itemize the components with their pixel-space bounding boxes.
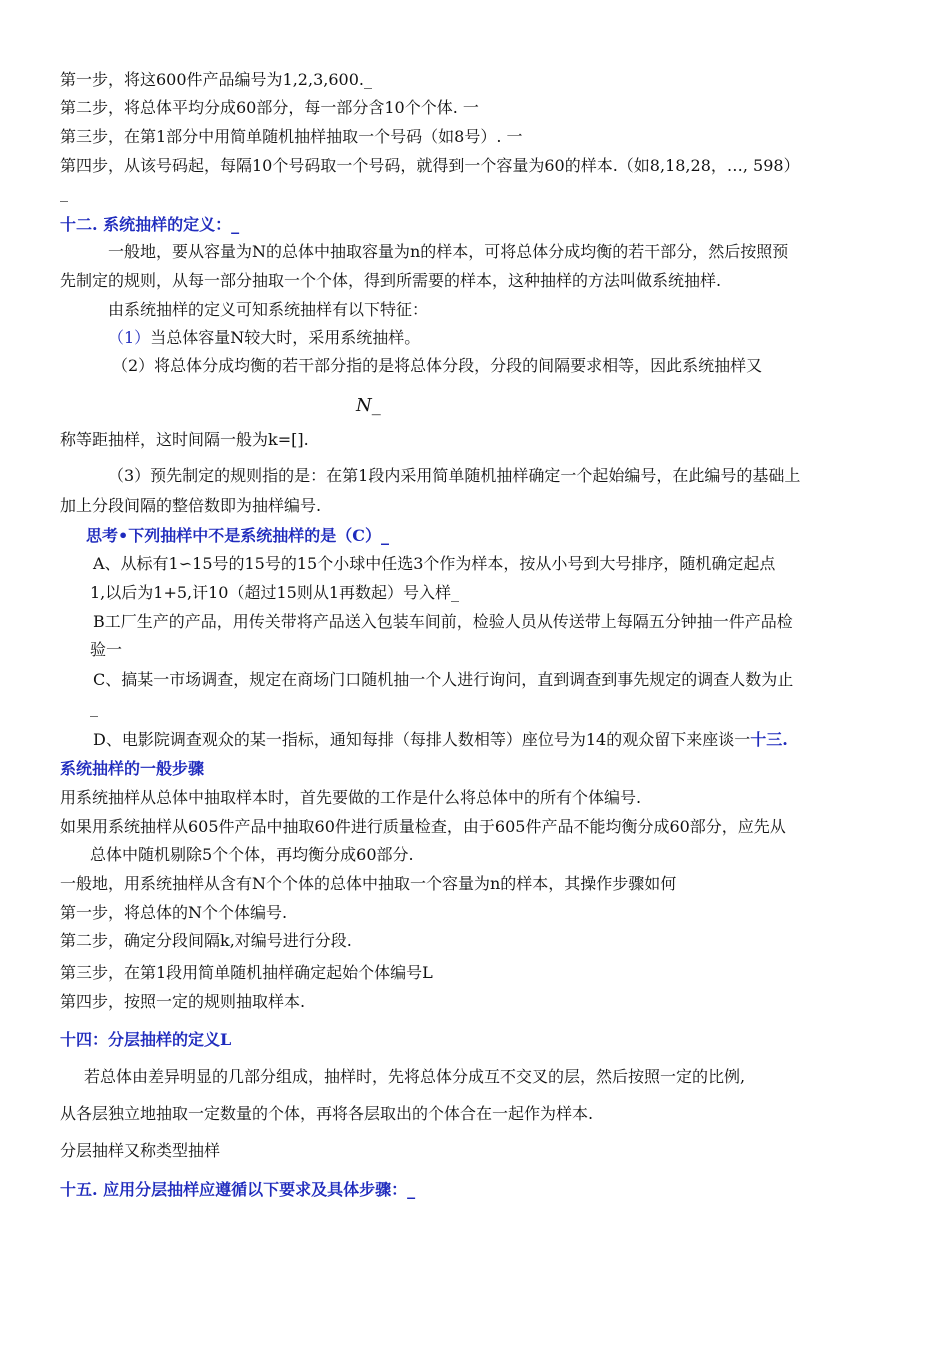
option-a-line-2: 1,以后为1+5,讦10（超过15则从1再数起）号入样_ [90, 583, 460, 602]
step4-line: 第四步，从该号码起，每隔10个号码取一个号码，就得到一个容量为60的样本.（如8,18,28，…, 598） [60, 156, 800, 175]
section-13-step-2: 第二步，确定分段间隔k,对编号进行分段. [60, 931, 352, 950]
section-13-step-1: 第一步，将总体的N个个体编号. [60, 903, 288, 922]
section-14-body-3: 分层抽样又称类型抽样 [60, 1141, 221, 1160]
option-a-line-1: A、从标有1∽15号的15号的15个小球中任选3个作为样本，按从小号到大号排序，随机确定起点 [93, 554, 776, 573]
section-13-body-1: 用系统抽样从总体中抽取样本时，首先要做的工作是什么将总体中的所有个体编号. [60, 788, 642, 807]
section-14-body-2: 从各层独立地抽取一定数量的个体，再将各层取出的个体合在一起作为样本. [60, 1104, 594, 1123]
section-15-title: 十五. 应用分层抽样应遵循以下要求及具体步骤：_ [60, 1180, 416, 1199]
option-b-line-1: B工厂生产的产品，用传关带将产品送入包装车间前，检验人员从传送带上每隔五分钟抽一件产品检 [93, 612, 793, 631]
feature-3-line-2: 加上分段间隔的整倍数即为抽样编号. [60, 496, 322, 515]
section-13-step-4: 第四步，按照一定的规则抽取样本. [60, 992, 306, 1011]
n-symbol: N_ [356, 395, 381, 416]
section-13-step-3: 第三步，在第1段用简单随机抽样确定起始个体编号L [60, 963, 433, 982]
option-c-line-2: _ [90, 698, 98, 717]
section-14-body-1: 若总体由差异明显的几部分组成，抽样时，先将总体分成互不交叉的层，然后按照一定的比例, [84, 1067, 746, 1086]
think-question-title: 思考•下列抽样中不是系统抽样的是（C）_ [86, 526, 389, 545]
features-intro: 由系统抽样的定义可知系统抽样有以下特征： [108, 300, 429, 319]
section-13-title-b: 系统抽样的一般步骤 [60, 759, 205, 778]
feature-1: （1）当总体容量N较大时，采用系统抽样。 [108, 328, 421, 347]
interval-line: 称等距抽样，这时间隔一般为k=[]. [60, 430, 309, 449]
option-d-text: D、电影院调查观众的某一指标，通知每排（每排人数相等）座位号为14的观众留下来座谈一 [93, 730, 751, 749]
section-14-title: 十四：分层抽样的定义L [60, 1030, 232, 1049]
section-13-title-a: 十三. [750, 730, 788, 749]
underscore-line: _ [60, 183, 68, 202]
step3-line: 第三步，在第1部分中用简单随机抽样抽取一个号码（如8号）. 一 [60, 127, 523, 146]
section-13-body-2: 如果用系统抽样从605件产品中抽取60件进行质量检查，由于605件产品不能均衡分成60部分，应先从 [60, 817, 786, 836]
feature-3-line-1: （3）预先制定的规则指的是：在第1段内采用简单随机抽样确定一个起始编号，在此编号的基础上 [108, 466, 801, 485]
option-b-line-2: 验一 [90, 640, 123, 659]
feature-1-text: 当总体容量N较大时，采用系统抽样。 [150, 328, 421, 347]
section-13-body-4: 一般地，用系统抽样从含有N个个体的总体中抽取一个容量为n的样本，其操作步骤如何 [60, 874, 677, 893]
section-12-title: 十二. 系统抽样的定义：_ [60, 215, 240, 234]
option-d-line [93, 730, 788, 750]
step1-line: 第一步，将这600件产品编号为1,2,3,600._ [60, 70, 372, 89]
section-12-def-line-2: 先制定的规则，从每一部分抽取一个个体，得到所需要的样本，这种抽样的方法叫做系统抽样. [60, 271, 722, 290]
feature-2: （2）将总体分成均衡的若干部分指的是将总体分段，分段的间隔要求相等，因此系统抽样又 [112, 356, 763, 375]
section-12-def-line-1: 一般地，要从容量为N的总体中抽取容量为n的样本，可将总体分成均衡的若干部分，然后按照预 [108, 242, 789, 261]
step2-line: 第二步，将总体平均分成60部分，每一部分含10个个体. 一 [60, 98, 479, 117]
option-c-line-1: C、搞某一市场调查，规定在商场门口随机抽一个人进行询问，直到调查到事先规定的调查人数为止 [93, 670, 794, 689]
section-13-body-3: 总体中随机剔除5个个体，再均衡分成60部分. [90, 845, 414, 864]
